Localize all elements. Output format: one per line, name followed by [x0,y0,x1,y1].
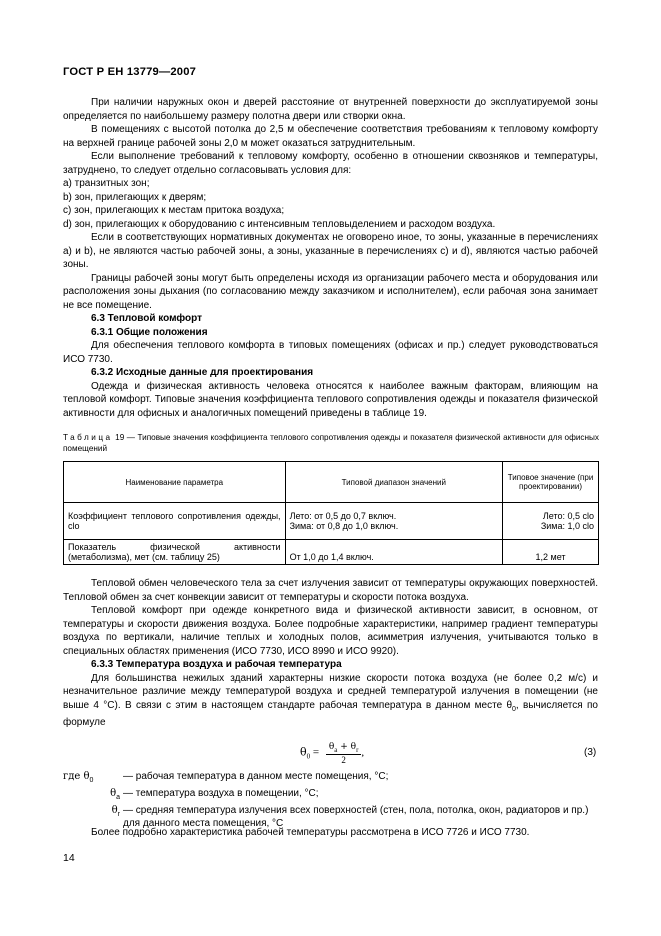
definition-row [63,770,599,787]
table-19 [63,461,599,565]
formula-number: (3) [584,747,597,758]
table-row [64,540,599,565]
definition-text: — средняя температура излучения всех поверхностей (стен, пола, потолка, окон, радиаторов и пр.) для данного места помещения, °С [123,805,589,829]
paragraph: Тепловой обмен человеческого тела за счет излучения зависит от температуры окружающих поверхностей. Тепловой обмен за счет конвекции зависит от температуры и скорости потока воздуха. [63,578,598,603]
formula-fraction: $\frac{\theta_a + \theta_r}{2}$ [326,741,362,765]
table-caption-label: Таблица [63,433,113,442]
paragraph: В помещениях с высотой потолка до 2,5 м обеспечение соответствия требованиям к тепловому комфорту на верхней границе рабочей зоны 2,0 м может оказаться затруднительным. [63,124,598,149]
body-text-block-2 [63,577,598,730]
paragraph: Если в соответствующих нормативных документах не оговорено иное, то зоны, указанные в перечислениях а) и b), не являются частью рабочей зоны, а зоны, указанные в перечислениях с) и d), являются частью рабочей зоны. [63,232,598,270]
value-winter: Зима: 1,0 clo [540,521,594,531]
list-item: b) зон, прилегающих к дверям; [63,191,207,203]
definition-row [63,787,599,804]
column-header: Типовой диапазон значений [285,462,502,503]
definition-symbol: $\theta_r$ [111,805,120,818]
column-header: Наименование параметра [64,462,286,503]
value-summer: Лето: 0,5 clo [542,511,594,521]
table-cell: Коэффициент теплового сопротивления одежды, clo [64,509,286,533]
table-cell: От 1,0 до 1,4 включ. [285,540,502,565]
table-caption-text: 19 — Типовые значения коэффициента теплового сопротивления одежды и показателя физической активности для офисных помещений [63,433,599,453]
section-heading-6-3: 6.3 Тепловой комфорт [91,313,202,324]
paragraph: Одежда и физическая активность человека относятся к наиболее важным факторам, влияющим на тепловой комфорт. Типовые значения коэффициента теплового сопротивления одежды и показателя физической активности для офисных и аналогичных помещений приведены в таблице 19. [63,380,598,419]
section-heading-6-3-1: 6.3.1 Общие положения [91,326,208,338]
paragraph: При наличии наружных окон и дверей расстояние от внутренней поверхности до эксплуатируемой зоны определяется по наибольшему размеру полотна двери или створки окна. [63,97,598,122]
definition-text: — температура воздуха в помещении, °С; [123,788,319,799]
paragraph: Тепловой комфорт при одежде конкретного вида и физической активности зависит, в основном, от температуры и скорости движения воздуха. Более подробные характеристики, например градиент температуры воздуха по вертикали, наличие теплых и холодных полов, асимметрия излучения, учитываются только в специальных областях применения (ИСО 7730, ИСО 8990 и ИСО 9920). [63,605,598,657]
table-header-row [64,462,599,503]
section-heading-6-3-2: 6.3.2 Исходные данные для проектирования [91,367,314,378]
paragraph: Если выполнение требований к тепловому комфорту, особенно в отношении сквозняков и температуры, затруднено, то следует отдельно согласовывать условия для: [63,151,598,176]
definition-text: — рабочая температура в данном месте помещения, °С; [123,771,389,782]
list-item: а) транзитных зон; [63,178,150,189]
definition-symbol: где $\theta_0$ [63,771,94,784]
range-winter: Зима: от 0,8 до 1,0 включ. [289,521,399,531]
section-heading-6-3-3: 6.3.3 Температура воздуха и рабочая температура [91,659,342,670]
definition-symbol: $\theta_a$ [110,788,120,801]
range-summer: Лето: от 0,5 до 0,7 включ. [289,511,397,521]
table-cell: Показатель физической активности (метаболизма), мет (см. таблицу 25) [64,540,286,565]
paragraph: Границы рабочей зоны могут быть определены исходя из организации рабочего места и оборудования или расположения зоны дыхания (по согласованию между заказчиком и исполнителем), если рабочая зона занимает не все помещение. [63,272,598,311]
column-header: Типовое значение (при проектировании) [503,462,599,503]
table-cell: 1,2 мет [503,540,599,565]
formula-3: $\theta_0$ = $\frac{\theta_a + \theta_r}{2}$ , [300,742,365,765]
paragraph: Для большинства нежилых зданий характерны низкие скорости потока воздуха (не более 0,2 м/с) и незначительное различие между температурой воздуха и средней температурой излучения в помещении (не выше 4 °С). В связи с этим в настоящем стандарте рабочая температура в данном месте $\theta_0$, вычисляется по формуле [63,672,598,728]
body-text-block [63,96,598,420]
table-cell [503,509,599,533]
closing-paragraph: Более подробно характеристика рабочей температуры рассмотрена в ИСО 7726 и ИСО 7730. [91,827,530,838]
table-cell [285,509,502,533]
table-row [64,509,599,533]
list-item: с) зон, прилегающих к местам притока воздуха; [63,205,285,216]
formula-definitions [63,770,599,830]
page-number: 14 [63,852,75,864]
document-header: ГОСТ Р ЕН 13779—2007 [63,66,197,78]
table-caption [63,432,599,454]
list-item: d) зон, прилегающих к оборудованию с интенсивным тепловыделением и расходом воздуха. [63,218,496,230]
paragraph: Для обеспечения теплового комфорта в типовых помещениях (офисах и пр.) следует руководствоваться ИСО 7730. [63,340,598,365]
